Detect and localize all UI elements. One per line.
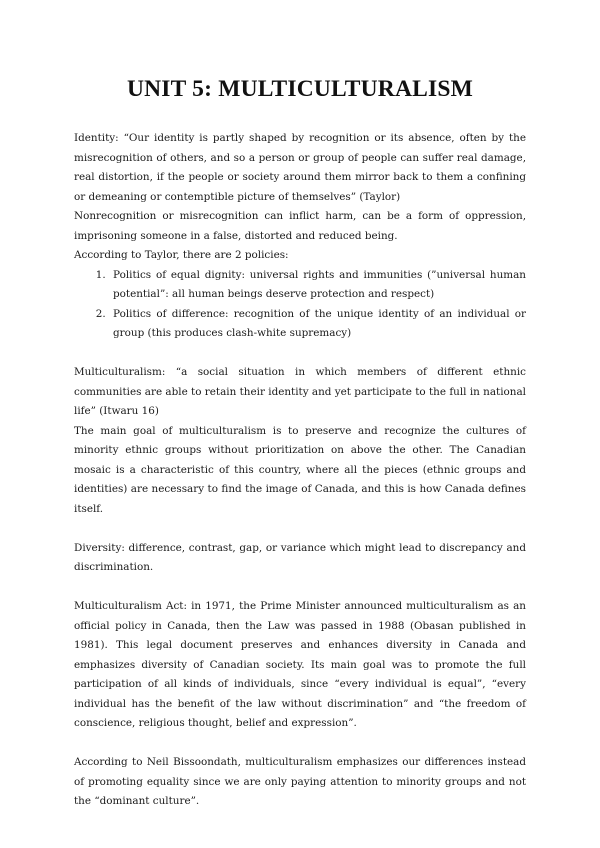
main-goal-paragraph: The main goal of multiculturalism is to preserve and recognize the cultures of minority ethnic groups without prioritization on above the other. The Canadian mosaic is a characteristic of this country, where all the pieces (ethnic groups and identities) are necessary to find the image of Canada, and this is how Canada defines itself.: [74, 424, 526, 515]
nonrecognition-paragraph: Nonrecognition or misrecognition can inflict harm, can be a form of oppression, imprisoning someone in a false, distorted and reduced being.: [74, 210, 526, 242]
page-title: UNIT 5: MULTICULTURALISM: [126, 76, 474, 102]
taylor-policies-intro: According to Taylor, there are 2 policies:: [74, 249, 289, 261]
paragraph-gap: [74, 578, 526, 598]
diversity-paragraph: Diversity: difference, contrast, gap, or variance which might lead to discrepancy and discrimination.: [74, 541, 526, 573]
multiculturalism-definition: Multiculturalism: “a social situation in which members of different ethnic communities are able to retain their identity and yet participate to the full in national life” (Itwaru 16): [74, 366, 526, 417]
document-body: [74, 129, 526, 812]
paragraph-gap: [74, 344, 526, 364]
bissoondath-paragraph: According to Neil Bissoondath, multiculturalism emphasizes our differences instead of promoting equality since we are only paying attention to minority groups and not the “dominant culture”.: [74, 756, 526, 807]
paragraph-gap: [74, 734, 526, 754]
identity-paragraph: Identity: “Our identity is partly shaped by recognition or its absence, often by the misrecognition of others, and so a person or group of people can suffer real damage, real distortion, if the people or society around them mirror back to them a confining or demeaning or contemptible picture of themselves” (Taylor): [74, 132, 526, 203]
policies-list: [74, 266, 526, 344]
policy-item: 1. Politics of equal dignity: universal rights and immunities (”universal human potential”: all human beings deserve protection and respect): [109, 266, 526, 305]
multiculturalism-act-paragraph: Multiculturalism Act: in 1971, the Prime Minister announced multiculturalism as an official policy in Canada, then the Law was passed in 1988 (Obasan published in 1981). This legal document preserves and enhances diversity in Canada and emphasizes diversity of Canadian society. Its main goal was to promote the full participation of all kinds of individuals, since “every individual is equal”, “every individual has the benefit of the law without discrimination” and “the freedom of conscience, religious thought, belief and expression”.: [74, 600, 526, 729]
paragraph-gap: [74, 519, 526, 539]
policy-item: 2. Politics of difference: recognition of the unique identity of an individual or group (this produces clash-white supremacy): [109, 305, 526, 344]
